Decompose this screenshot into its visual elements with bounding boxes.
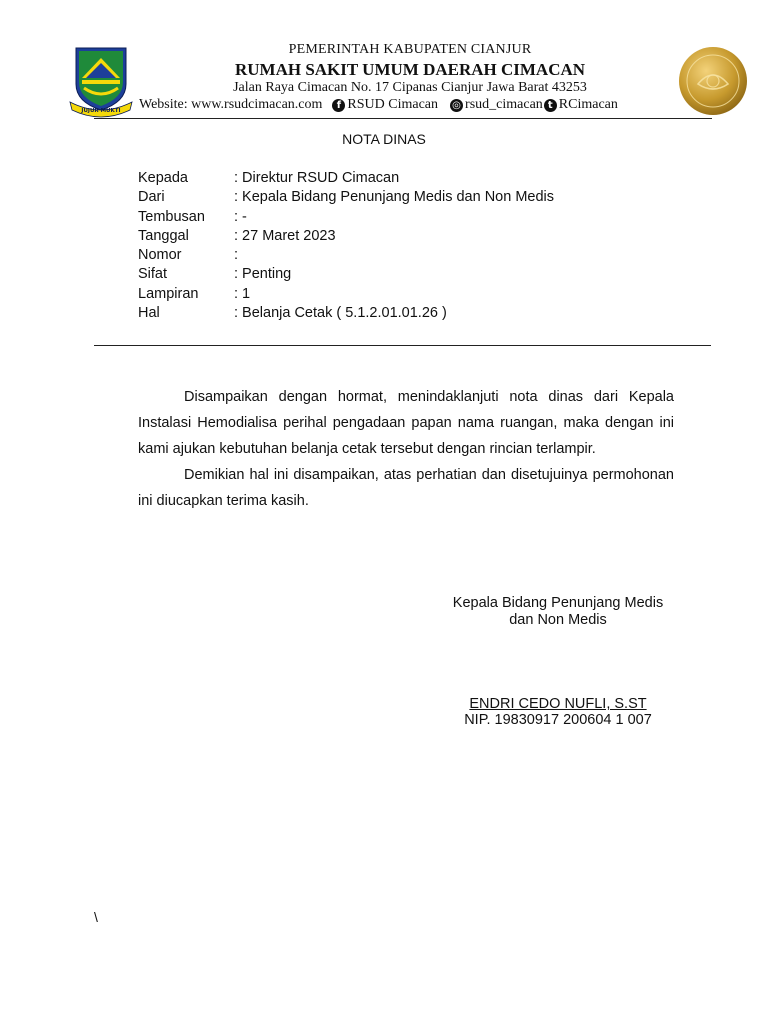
field-value: : Direktur RSUD Cimacan bbox=[234, 170, 400, 186]
field-label: Lampiran bbox=[138, 285, 199, 302]
field-row bbox=[138, 285, 554, 304]
contact-line bbox=[139, 97, 699, 113]
facebook-icon: f bbox=[332, 99, 345, 112]
field-row bbox=[138, 246, 554, 265]
signatory-name bbox=[420, 696, 696, 712]
stray-mark: \ bbox=[94, 909, 98, 925]
document-title: NOTA DINAS bbox=[342, 131, 426, 147]
field-label: Kepada bbox=[138, 170, 188, 186]
field-label: Sifat bbox=[138, 266, 168, 283]
body-paragraph: Demikian hal ini disampaikan, atas perhatian dan disetujuinya permohonan ini diucapkan terima kasih. bbox=[138, 467, 674, 509]
signatory-title bbox=[420, 595, 696, 628]
field-value: : Kepala Bidang Penunjang Medis dan Non Medis bbox=[234, 189, 555, 206]
field-value: : 1 bbox=[234, 285, 251, 302]
signatory-nip: NIP. 19830917 200604 1 007 bbox=[464, 712, 652, 728]
hospital-name: RUMAH SAKIT UMUM DAERAH CIMACAN bbox=[234, 60, 586, 79]
website-text: Website: www.rsudcimacan.com bbox=[139, 97, 323, 112]
field-label: Dari bbox=[138, 189, 165, 206]
signatory-title-line: Kepala Bidang Penunjang Medis bbox=[452, 595, 664, 611]
field-label: Hal bbox=[138, 305, 160, 322]
field-row bbox=[138, 304, 554, 323]
field-row bbox=[138, 208, 554, 227]
header-divider bbox=[94, 345, 711, 346]
field-label: Tembusan bbox=[138, 208, 205, 225]
field-value: : - bbox=[234, 208, 247, 225]
twitter-icon: t bbox=[544, 99, 557, 112]
body-paragraph: Disampaikan dengan hormat, menindaklanjuti nota dinas dari Kepala Instalasi Hemodialisa perihal pengadaan papan nama ruangan, maka dengan ini kami ajukan kebutuhan belanja cetak tersebut dengan rincian terlampir. bbox=[138, 389, 674, 457]
memo-header-fields bbox=[138, 169, 554, 323]
signatory-title-line: dan Non Medis bbox=[509, 611, 607, 628]
twitter-handle: RCimacan bbox=[558, 97, 618, 112]
signatory-name-text: ENDRI CEDO NUFLI, S.ST bbox=[469, 696, 647, 712]
field-value: : Penting bbox=[234, 266, 292, 283]
field-label: Nomor bbox=[138, 247, 182, 264]
logo-motto: JUJUR MUKTI bbox=[81, 108, 121, 114]
field-value: : bbox=[234, 247, 239, 264]
field-row bbox=[138, 169, 554, 188]
memo-body bbox=[138, 384, 674, 514]
field-row bbox=[138, 227, 554, 246]
field-value: : Belanja Cetak ( 5.1.2.01.01.26 ) bbox=[234, 305, 447, 322]
facebook-handle: RSUD Cimacan bbox=[347, 97, 439, 112]
field-label: Tanggal bbox=[138, 227, 189, 244]
letterhead-divider bbox=[94, 118, 712, 119]
field-value: : 27 Maret 2023 bbox=[234, 227, 336, 244]
hospital-address: Jalan Raya Cimacan No. 17 Cipanas Cianjur Jawa Barat 43253 bbox=[233, 80, 587, 95]
cianjur-regency-logo bbox=[68, 44, 134, 118]
field-row bbox=[138, 188, 554, 207]
instagram-icon: ◎ bbox=[450, 99, 463, 112]
instagram-handle: rsud_cimacan bbox=[465, 97, 543, 112]
field-row bbox=[138, 265, 554, 284]
government-name: PEMERINTAH KABUPATEN CIANJUR bbox=[288, 42, 532, 57]
